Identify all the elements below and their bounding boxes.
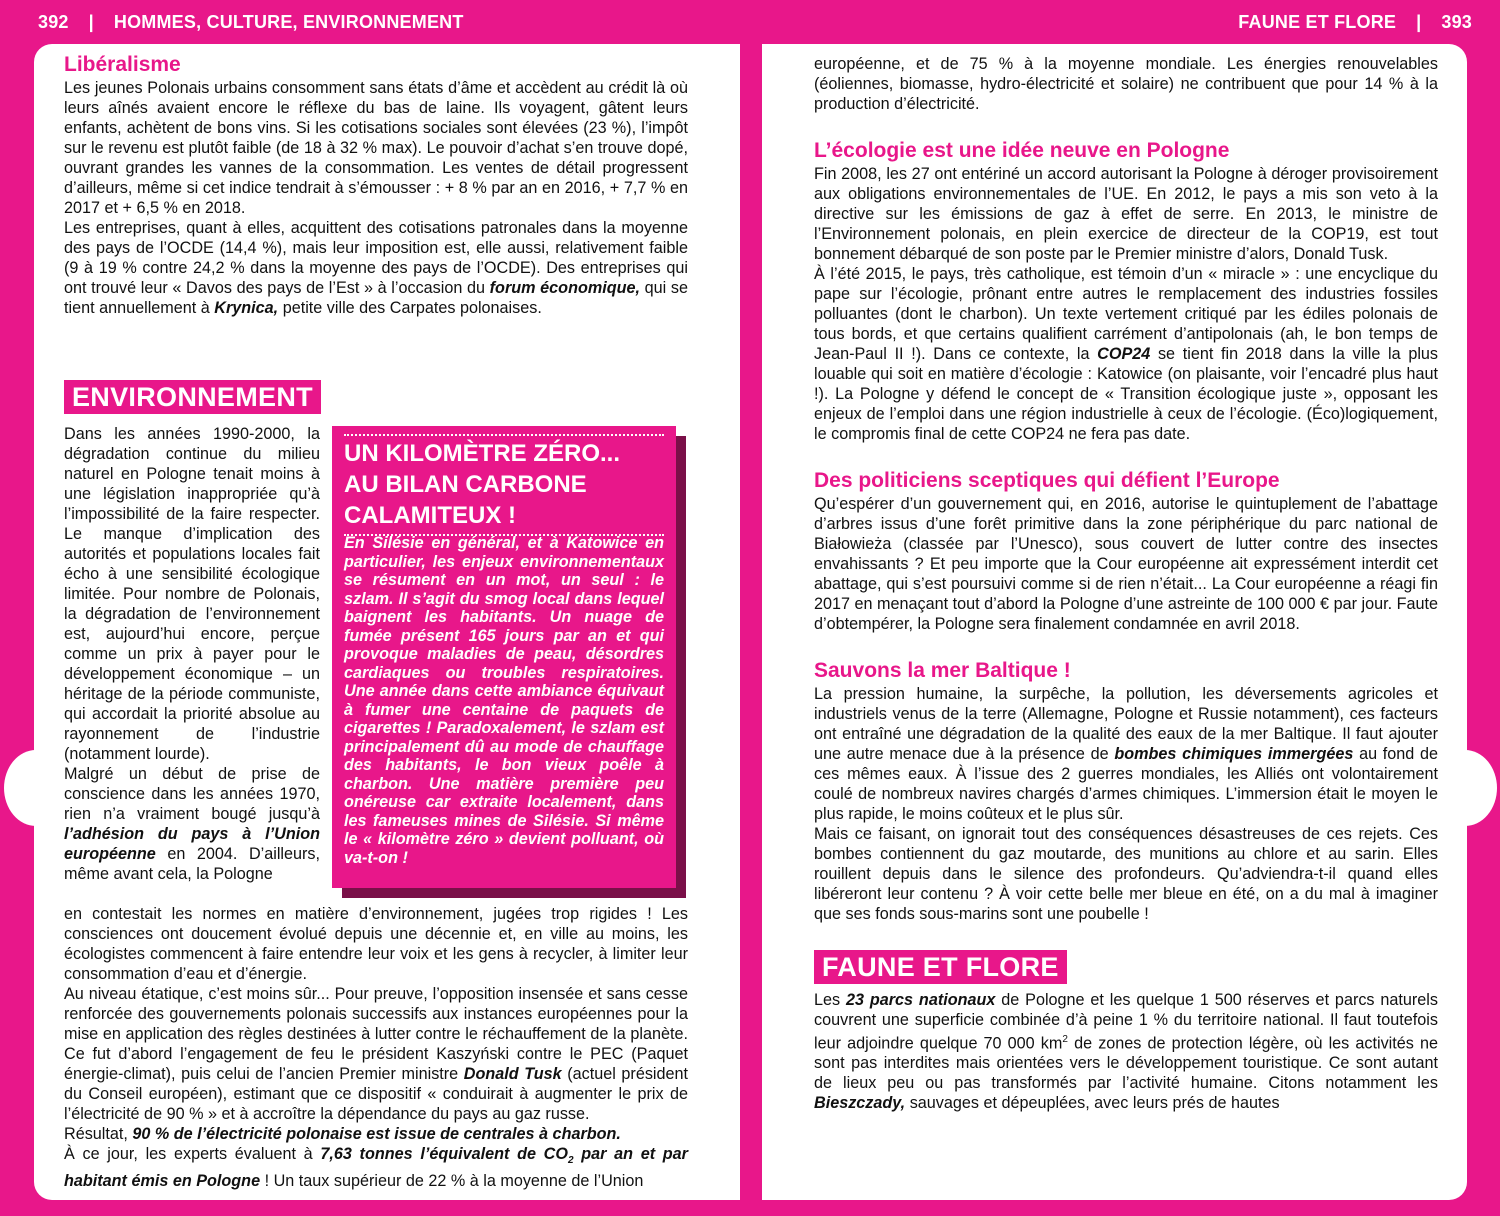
page-edge-tab [1433,750,1497,826]
politiciens-paragraph-1: Qu’espérer d’un gouvernement qui, en 2016, autorise le quintuplement de l’abattage d’arbres issus d’une forêt primitive dans la zone périphérique du parc national de Białowieża (classée par l’Unesco), sous couvert de lutter contre des insectes envahissants ? Et peu importe que la Cour européenne ait expressément interdit cet abattage, qui s’est poursuivi comme si de rien n’était... La Cour européenne a réagi fin 2017 en menaçant tout d’abord la Pologne d’une astreinte de 100 000 € par jour. Faute d’obtempérer, la Pologne sera finalement condamnée en avril 2018. [814,495,1438,633]
adhesion-ue: l’adhésion du pays à l’Union européenne [64,825,320,863]
environnement-paragraph-2-cont: en contestait les normes en matière d’environnement, jugées trop rigides ! Les consciences ont doucement évolué depuis une décennie et, en ville au moins, les écologistes commencent à faire entendre leur voix et les gens à recycler, à limiter leur consommation d’eau et d’énergie. [64,905,688,983]
baltique-heading: Sauvons la mer Baltique ! [814,659,1071,682]
right-page [762,44,1467,1200]
krynica: Krynica, [214,299,279,317]
right-intro-paragraph: européenne, et de 75 % à la moyenne mondiale. Les énergies renouvelables (éoliennes, biomasse, hydro-électricité et solaire) ne contribuent que pour 14 % à la production d’électricité. [814,55,1438,113]
politiciens-heading: Des politiciens sceptiques qui défient l’Europe [814,469,1280,492]
environnement-paragraph-5: À ce jour, les experts évaluent à 7,63 tonnes l’équivalent de $CO_2$ par an et par habitant émis en Pologne ! Un taux supérieur de 22 % à la moyenne de l’Union [64,1145,688,1191]
ecologie-paragraph-1: Fin 2008, les 27 ont entériné un accord autorisant la Pologne à déroger provisoirement aux obligations environnementales de l’UE. En 2012, le pays a mis son veto à la directive sur les émissions de gaz à effet de serre. En 2013, le ministre de l’Environnement polonais, en plein exercice de directeur de la COP19, est tout bonnement débarqué de son poste par le Premier ministre d’alors, Donald Tusk. [814,165,1438,263]
forum-economique: forum économique, [489,279,641,297]
right-running-header [1238,0,1472,44]
kilometre-zero-box [332,426,676,888]
left-header-title: HOMMES, CULTURE, ENVIRONNEMENT [113,11,464,32]
environnement-paragraph-2: Malgré un début de prise de conscience dans les années 1970, rien n’a vraiment bougé jusqu’à l’adhésion du pays à l’Union européenne en 2004. D’ailleurs, même avant cela, la Pologne [64,765,321,883]
baltique-paragraph-1: La pression humaine, la surpêche, la pollution, les déversements agricoles et industriels venus de la terre (Allemagne, Pologne et Russie notamment), ces facteurs ont entraîné une dégradation de la qualité des eaux de la mer Baltique. Il faut ajouter une autre menace due à la présence de bombes chimiques immergées au fond de ces mêmes eaux. À l’issue des 2 guerres mondiales, les Alliés ont volontairement coulé de nombreux navires chargés d’armes chimiques. L’immersion était le moyen le plus rapide, le moins coûteux et le plus sûr. [814,685,1439,823]
left-page [34,44,740,1200]
liberalisme-paragraph-1: Les jeunes Polonais urbains consomment sans états d’âme et accèdent au crédit là où leurs aînés avaient encore le réflexe du bas de laine. Ils voyagent, gâtent leurs enfants, achètent de bons vins. Si les cotisations sociales sont élevées (23 %), l’impôt sur le revenu est plutôt faible (de 18 à 32 % max). Le pouvoir d’achat s’en trouve dopé, ouvrant grandes les vannes de la consommation. Les ventes de détail progressent d’ailleurs, même si cet indice tendrait à s’émousser : + 8 % par an en 2016, + 7,7 % en 2017 et + 6,5 % en 2018. [64,79,688,217]
right-column [814,54,1438,1113]
environnement-paragraph-1: Dans les années 1990-2000, la dégradation continue du milieu naturel en Pologne tenait moins à une législation inappropriée qu’à l’impossibilité de la faire respecter. Le manque d’implication des autorités et populations locales fait écho à une sensibilité écologique limitée. Pour nombre de Polonais, la dégradation de l’environnement est, aujourd’hui encore, perçue comme un prix à payer pour le développement économique – un héritage de la période communiste, qui accordait la priorité absolue au rayonnement de l’industrie (notamment lourde). [64,425,320,763]
environnement-paragraph-3: Au niveau étatique, c’est moins sûr... Pour preuve, l’opposition insensée et sans cesse renforcée des gouvernements polonais successifs aux instances européennes pour la mise en application des règles destinées à lutter contre le réchauffement de la planète. Ce fut d’abord l’engagement de feu le président Kaszyński contre le PEC (Paquet énergie-climat), puis celui de l’ancien Premier ministre Donald Tusk (actuel président du Conseil européen), estimant que ce dispositif « conduirait à augmenter le prix de l’électricité de 90 % » et à accroître la dépendance du pays au gaz russe. [64,985,689,1123]
environnement-full-column [64,904,688,1191]
left-page-number: 392 [38,11,69,32]
donald-tusk: Donald Tusk [463,1065,562,1083]
faune-paragraph-1: Les 23 parcs nationaux de Pologne et les quelque 1 500 réserves et parcs naturels couvrent une superficie combinée d’à peine 1 % du territoire national. Il faut toutefois leur adjoindre quelque 70 000 $km^2$ de zones de protection légère, où les activités ne sont pas interdites mais orientées vers le développement touristique. Ce sont autant de lieux peu ou pas transformés par l’activité humaine. Citons notamment les Bieszczady, sauvages et dépeuplées, avec leurs prés de hautes [814,991,1438,1113]
header-separator: | [88,11,94,32]
environnement-narrow-column [64,424,320,884]
right-header-title: FAUNE ET FLORE [1238,11,1397,32]
cop24: COP24 [1097,345,1151,363]
bombes-chimiques: bombes chimiques immergées [1114,745,1354,763]
parcs-nationaux: 23 parcs nationaux [845,991,996,1009]
ecologie-heading: L’écologie est une idée neuve en Pologne [814,139,1230,162]
liberalisme-heading: Libéralisme [64,53,181,76]
environnement-paragraph-4: Résultat, 90 % de l’électricité polonaise est issue de centrales à charbon. [64,1125,621,1143]
box-title: UN KILOMÈTRE ZÉRO... AU BILAN CARBONE CALAMITEUX ! [344,434,664,536]
right-page-number: 393 [1441,11,1472,32]
bieszczady: Bieszczady, [814,1094,906,1113]
baltique-paragraph-2: Mais ce faisant, on ignorait tout des conséquences désastreuses de ces rejets. Ces bombes contiennent du gaz moutarde, des munitions au chlore et au sarin. Elles rouillent depuis dans le silence des profondeurs. Qu’adviendra-t-il quand elles libéreront leur contenu ? À voir cette belle mer bleue en été, on a du mal à imaginer que ses fonds sous-marins sont une poubelle ! [814,825,1438,923]
environnement-section-title: ENVIRONNEMENT [64,380,321,414]
left-running-header [38,0,464,44]
ecologie-paragraph-2: À l’été 2015, le pays, très catholique, est témoin d’un « miracle » : une encyclique du pape sur l’écologie, prônant entre autres le remplacement des industries fossiles polluantes (dont le charbon). Un texte vertement critiqué par les édiles polonais de tous bords, et que certains qualifient carrément d’antipolonais (ah, le bon temps de Jean-Paul II !). Dans ce contexte, la COP24 se tient fin 2018 dans la ville la plus louable qui soit en matière d’écologie : Katowice (on plaisante, voir l’encadré plus haut !). La Pologne y défend le concept de « Transition écologique juste », opposant les enjeux de l’emploi dans une région industrielle à ceux de l’écologie. (Éco)logiquement, le compromis final de cette COP24 ne fera pas date. [814,265,1439,443]
header-separator: | [1416,11,1422,32]
liberalisme-paragraph-2: Les entreprises, quant à elles, acquittent des cotisations patronales dans la moyenne des pays de l’OCDE (14,4 %), mais leur imposition est, elle aussi, relativement faible (9 à 19 % contre 24,2 % dans la moyenne des pays de l’OCDE). Des entreprises qui ont trouvé leur « Davos des pays de l’Est » à l’occasion du forum économique, qui se tient annuellement à Krynica, petite ville des Carpates polonaises. [64,219,688,317]
page-edge-tab [4,750,68,826]
faune-section-title: FAUNE ET FLORE [814,950,1438,984]
box-body: En Silésie en général, et à Katowice en particulier, les enjeux environnementaux se résument en un mot, un seul : le szlam. Il s’agit du smog local dans lequel baignent les habitants. Un nuage de fumée présent 165 jours par an et qui provoque maladies de peau, désordres cardiaques ou troubles respiratoires. Une année dans cette ambiance équivaut à fumer une centaine de paquets de cigarettes ! Paradoxalement, le szlam est principalement dû au mode de chauffage des habitants, le bon vieux poêle à charbon. Une matière première peu onéreuse car extraite localement, dans les fameuses mines de Silésie. Si même le « kilomètre zéro » devient polluant, où va-t-on ! [344,534,664,867]
liberalisme-section [64,52,688,318]
